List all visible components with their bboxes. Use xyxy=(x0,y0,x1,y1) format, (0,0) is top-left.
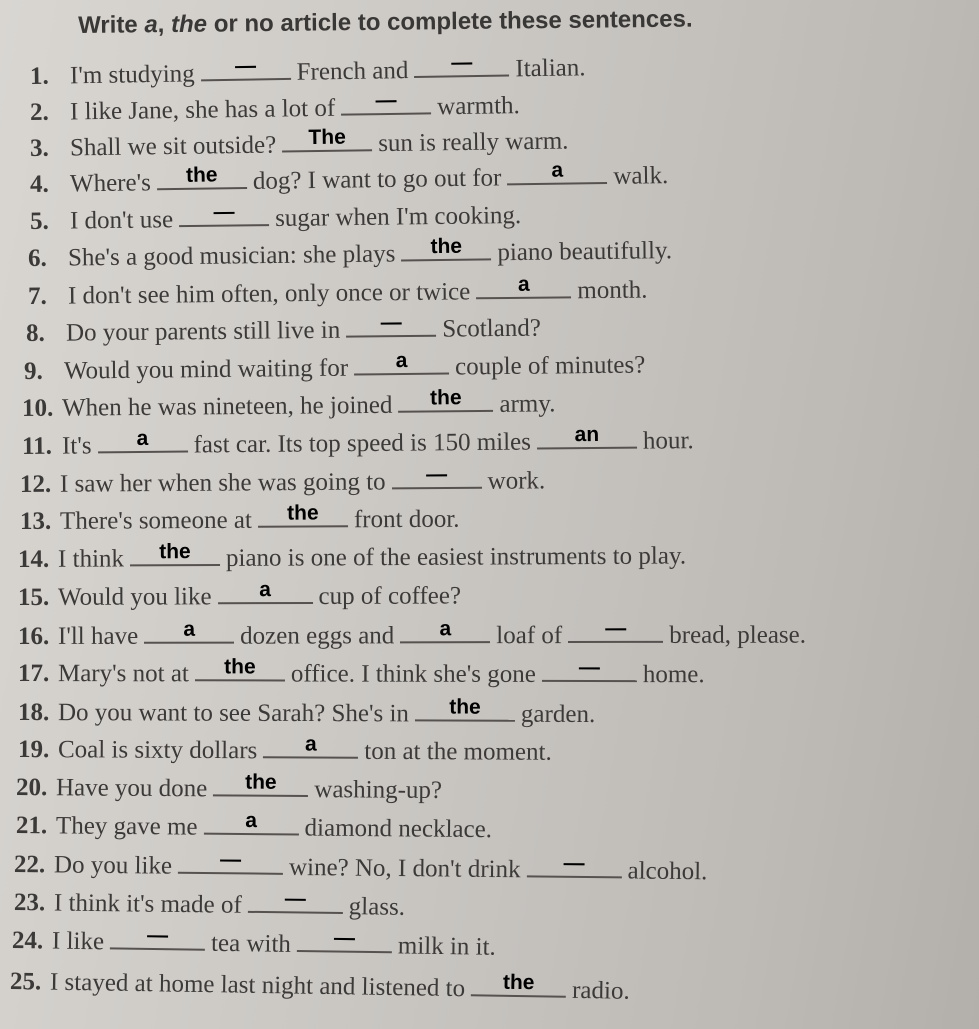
question-text: It's xyxy=(61,432,92,460)
question-1 xyxy=(30,51,586,91)
question-4 xyxy=(30,159,669,199)
answer-text: the xyxy=(245,770,277,794)
answer-blank[interactable] xyxy=(354,348,449,376)
question-text: glass. xyxy=(348,893,406,921)
question-20 xyxy=(16,771,442,805)
question-text: radio. xyxy=(571,976,630,1005)
answer-blank[interactable] xyxy=(398,388,493,413)
heading-prefix: Write xyxy=(78,11,145,39)
question-6 xyxy=(28,234,672,273)
answer-text: — xyxy=(375,88,397,113)
question-text: office. I think she's gone xyxy=(290,660,536,688)
question-text: Do your parents still live in xyxy=(65,316,341,347)
answer-blank[interactable] xyxy=(130,542,220,566)
question-number: 3. xyxy=(29,134,49,162)
question-number: 15. xyxy=(17,583,50,611)
question-number: 4. xyxy=(29,170,49,198)
answer-blank[interactable] xyxy=(179,202,269,227)
question-number: 1. xyxy=(29,62,49,90)
question-text: When he was nineteen, he joined xyxy=(61,391,393,422)
answer-blank[interactable] xyxy=(157,165,247,190)
answer-blank[interactable] xyxy=(204,811,299,836)
question-number: 20. xyxy=(15,774,48,802)
answer-text: — xyxy=(563,851,585,875)
answer-blank[interactable] xyxy=(144,617,234,644)
question-text: She's a good musician: she plays xyxy=(67,240,396,272)
answer-text: a xyxy=(517,272,530,296)
question-7 xyxy=(28,274,648,311)
question-text: month. xyxy=(577,276,648,305)
answer-text: — xyxy=(605,616,627,640)
question-text: garden. xyxy=(520,700,596,729)
question-5 xyxy=(30,199,522,236)
question-text: ton at the moment. xyxy=(364,737,552,766)
question-text: cup of coffee? xyxy=(318,582,462,610)
question-24 xyxy=(12,924,496,962)
answer-blank[interactable] xyxy=(200,56,290,81)
question-text: Have you done xyxy=(55,774,208,803)
answer-text: — xyxy=(451,51,473,75)
question-text: fast car. Its top speed is 150 miles xyxy=(193,428,532,459)
question-number: 21. xyxy=(15,812,48,840)
answer-text: the xyxy=(224,655,256,679)
answer-text: — xyxy=(425,463,448,487)
question-text: hour. xyxy=(642,427,694,455)
question-text: Would you mind waiting for xyxy=(63,354,349,385)
question-text: Shall we sit outside? xyxy=(69,131,277,162)
question-number: 14. xyxy=(17,545,50,573)
question-text: couple of minutes? xyxy=(454,351,646,381)
answer-blank[interactable] xyxy=(471,972,566,997)
question-16 xyxy=(17,616,807,651)
question-text: There's someone at xyxy=(59,506,253,535)
question-text: wine? No, I don't drink xyxy=(288,853,521,884)
question-text: French and xyxy=(296,57,409,86)
question-number: 17. xyxy=(17,660,50,688)
answer-blank[interactable] xyxy=(195,657,285,681)
answer-blank[interactable] xyxy=(258,503,348,527)
question-text: warmth. xyxy=(436,92,520,121)
question-text: They gave me xyxy=(55,812,198,841)
question-number: 24. xyxy=(11,927,44,955)
answer-text: — xyxy=(284,887,307,911)
answer-blank[interactable] xyxy=(507,160,607,185)
answer-blank[interactable] xyxy=(346,313,436,338)
question-text: diamond necklace. xyxy=(304,814,493,844)
question-text: I saw her when she was going to xyxy=(59,468,386,498)
question-text: milk in it. xyxy=(397,932,496,961)
answer-text: — xyxy=(219,848,242,872)
answer-blank[interactable] xyxy=(476,274,571,299)
question-text: sugar when I'm cooking. xyxy=(274,201,522,233)
answer-blank[interactable] xyxy=(282,127,372,152)
question-number: 7. xyxy=(27,282,47,310)
question-number: 10. xyxy=(21,394,54,422)
question-14 xyxy=(18,540,686,574)
answer-text: an xyxy=(574,422,600,447)
answer-text: — xyxy=(213,200,235,224)
heading-article-a: a xyxy=(144,11,158,39)
question-text: loaf of xyxy=(496,622,563,650)
answer-blank[interactable] xyxy=(537,422,637,450)
answer-text: the xyxy=(449,695,481,719)
question-text: piano beautifully. xyxy=(497,237,673,267)
question-number: 6. xyxy=(27,244,47,272)
question-number: 13. xyxy=(19,507,52,535)
answer-blank[interactable] xyxy=(542,655,637,682)
question-text: home. xyxy=(642,661,705,689)
question-text: I think xyxy=(57,545,125,573)
question-text: I think it's made of xyxy=(53,889,242,919)
question-text: front door. xyxy=(353,505,460,534)
question-23 xyxy=(14,886,405,922)
answer-blank[interactable] xyxy=(392,465,482,490)
answer-blank[interactable] xyxy=(568,616,663,643)
answer-text: a xyxy=(183,617,196,641)
question-text: Do you want to see Sarah? She's in xyxy=(57,699,410,728)
question-number: 2. xyxy=(29,98,49,126)
answer-blank[interactable] xyxy=(341,90,431,115)
question-text: I'll have xyxy=(57,622,139,650)
answer-blank[interactable] xyxy=(526,853,621,878)
question-number: 16. xyxy=(17,622,50,650)
question-text: alcohol. xyxy=(627,857,708,886)
question-number: 22. xyxy=(13,851,46,879)
heading-comma: , xyxy=(157,11,172,39)
heading-article-the: the xyxy=(170,10,208,39)
question-text: dozen eggs and xyxy=(240,622,395,650)
question-text: Coal is sixty dollars xyxy=(57,736,258,765)
question-text: dog? I want to go out for xyxy=(252,164,502,195)
question-text: I don't see him often, only once or twice xyxy=(67,278,471,310)
question-text: I like Jane, she has a lot of xyxy=(69,94,336,126)
question-11 xyxy=(22,424,694,461)
question-8 xyxy=(26,312,541,348)
question-17 xyxy=(18,657,705,689)
question-text: bread, please. xyxy=(669,621,807,649)
question-21 xyxy=(16,809,492,844)
question-number: 11. xyxy=(21,432,53,460)
question-text: Would you like xyxy=(57,583,212,611)
question-text: Where's xyxy=(69,169,152,198)
question-25 xyxy=(10,965,630,1006)
answer-text: — xyxy=(380,311,402,335)
question-text: Italian. xyxy=(515,54,586,83)
heading-rest: or no article to complete these sentences. xyxy=(206,5,693,38)
question-18 xyxy=(18,696,595,729)
question-text: walk. xyxy=(613,162,669,190)
answer-blank[interactable] xyxy=(297,928,392,953)
answer-text: — xyxy=(578,655,600,680)
question-text: Scotland? xyxy=(442,314,541,343)
question-2 xyxy=(30,89,520,127)
answer-blank[interactable] xyxy=(217,580,312,604)
answer-text: a xyxy=(259,578,271,602)
answer-blank[interactable] xyxy=(248,889,343,914)
answer-blank[interactable] xyxy=(97,426,187,454)
answer-blank[interactable] xyxy=(178,850,283,875)
answer-text: a xyxy=(136,426,149,450)
answer-text: a xyxy=(245,809,258,833)
answer-blank[interactable] xyxy=(110,925,205,950)
answer-text: a xyxy=(439,617,452,641)
question-number: 9. xyxy=(23,357,43,385)
answer-text: the xyxy=(430,386,462,410)
question-number: 25. xyxy=(9,968,42,996)
answer-blank[interactable] xyxy=(401,236,491,261)
exercise-heading xyxy=(78,6,693,40)
question-text: washing-up? xyxy=(314,776,443,804)
question-text: I'm studying xyxy=(69,60,195,90)
question-9 xyxy=(24,348,646,386)
question-12 xyxy=(20,464,545,499)
answer-blank[interactable] xyxy=(414,52,509,77)
question-text: piano is one of the easiest instruments to play. xyxy=(225,542,687,572)
answer-text: the xyxy=(430,234,463,259)
question-number: 5. xyxy=(29,207,49,235)
question-number: 23. xyxy=(13,889,46,917)
answer-text: The xyxy=(308,125,346,150)
answer-text: — xyxy=(333,926,356,950)
answer-blank[interactable] xyxy=(415,697,515,721)
answer-blank[interactable] xyxy=(263,734,358,758)
answer-text: — xyxy=(234,54,257,78)
question-number: 18. xyxy=(17,699,50,727)
question-10 xyxy=(22,387,556,423)
question-text: I like xyxy=(51,927,105,956)
question-3 xyxy=(30,124,569,163)
question-text: sun is really warm. xyxy=(378,127,569,158)
question-text: I don't use xyxy=(69,206,174,235)
question-text: I stayed at home last night and listened to xyxy=(49,968,466,1003)
question-number: 8. xyxy=(25,319,45,347)
question-19 xyxy=(18,733,552,767)
question-number: 19. xyxy=(17,736,50,764)
answer-blank[interactable] xyxy=(213,772,308,797)
question-text: army. xyxy=(499,390,556,418)
question-text: Do you like xyxy=(53,851,173,880)
answer-text: a xyxy=(551,158,564,182)
answer-text: the xyxy=(287,501,319,525)
answer-text: a xyxy=(304,732,317,756)
answer-blank[interactable] xyxy=(400,619,490,643)
answer-text: the xyxy=(159,540,191,564)
question-number: 12. xyxy=(19,470,52,498)
answer-text: a xyxy=(395,348,408,373)
question-15 xyxy=(18,579,461,612)
question-text: Mary's not at xyxy=(57,660,189,688)
answer-text: — xyxy=(146,923,169,948)
question-text: tea with xyxy=(210,929,292,958)
answer-text: the xyxy=(185,163,218,187)
answer-text: the xyxy=(502,970,535,995)
question-13 xyxy=(20,503,460,536)
question-text: work. xyxy=(487,467,546,495)
question-22 xyxy=(14,848,708,886)
